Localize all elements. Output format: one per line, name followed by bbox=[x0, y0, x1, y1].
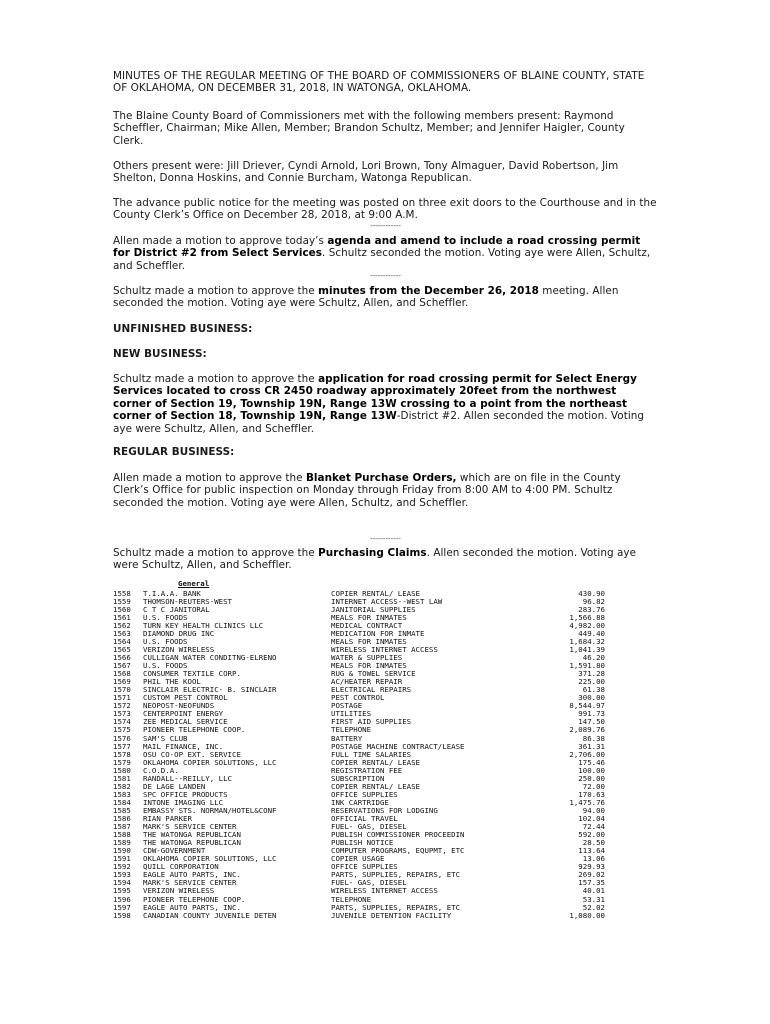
new-business-heading: NEW BUSINESS: bbox=[113, 348, 207, 360]
claim-vendor: CANADIAN COUNTY JUVENILE DETEN bbox=[143, 911, 277, 920]
claim-number: 1578 bbox=[113, 750, 131, 759]
claim-vendor: OSU CO-OP EXT. SERVICE bbox=[143, 750, 241, 759]
motion-agenda bbox=[113, 235, 658, 280]
table-row bbox=[113, 735, 605, 743]
claim-number: 1570 bbox=[113, 686, 131, 695]
claim-purpose: MEDICAL CONTRACT bbox=[331, 621, 403, 630]
separator: ------------ bbox=[370, 272, 401, 281]
claim-amount: 430.90 bbox=[578, 589, 605, 598]
claim-number: 1569 bbox=[113, 678, 131, 687]
claim-vendor: VERIZON WIRELESS bbox=[143, 887, 215, 896]
claim-number: 1574 bbox=[113, 718, 131, 727]
claim-number: 1595 bbox=[113, 887, 131, 896]
claim-number: 1580 bbox=[113, 766, 131, 775]
claim-purpose: MEDICATION FOR INMATE bbox=[331, 629, 425, 638]
claim-purpose: INTERNET ACCESS--WEST LAW bbox=[331, 597, 443, 606]
unfinished-business-section bbox=[113, 323, 658, 335]
claim-purpose: COPIER RENTAL/ LEASE bbox=[331, 589, 420, 598]
claim-amount: 94.00 bbox=[582, 806, 605, 815]
claim-purpose: MEALS FOR INMATES bbox=[331, 662, 407, 671]
claim-vendor: PIONEER TELEPHONE COOP. bbox=[143, 726, 246, 735]
claim-amount: 102.04 bbox=[578, 815, 605, 823]
motion-blanket-po-post: which are on file in the County Clerk’s Office for public inspection on Monday through Friday from 8:00 AM to 4:00 PM. Schultz seconded the motion. Voting aye were Allen, Schultz, and Scheffler. bbox=[113, 472, 621, 509]
table-row bbox=[113, 879, 605, 887]
claim-purpose: MEALS FOR INMATES bbox=[331, 613, 407, 622]
claim-number: 1572 bbox=[113, 702, 131, 711]
separator: ------------ bbox=[370, 221, 401, 230]
table-row bbox=[113, 775, 605, 783]
members-paragraph: The Blaine County Board of Commissioners met with the following members present: Raymond Scheffler, Chairman; Mike Allen, Member; Brandon Schultz, Member; and Jennifer Haigler, County Clerk. bbox=[113, 110, 625, 147]
claim-vendor: NEOPOST-NEOFUNDS bbox=[143, 702, 215, 711]
claim-purpose: BATTERY bbox=[331, 734, 363, 743]
claim-amount: 929.93 bbox=[578, 863, 605, 872]
motion-agenda-pre: Allen made a motion to approve today’s bbox=[113, 235, 328, 247]
claim-purpose: POSTAGE bbox=[331, 702, 363, 711]
claim-number: 1582 bbox=[113, 782, 131, 791]
table-row bbox=[113, 662, 605, 670]
claim-purpose: RUG & TOWEL SERVICE bbox=[331, 670, 416, 679]
claim-number: 1587 bbox=[113, 823, 131, 832]
claim-number: 1594 bbox=[113, 879, 131, 888]
table-row bbox=[113, 614, 605, 622]
table-row bbox=[113, 630, 605, 638]
claim-purpose: PUBLISH COMMISSIONER PROCEEDIN bbox=[331, 831, 465, 840]
claim-amount: 592.00 bbox=[578, 831, 605, 840]
claim-amount: 61.38 bbox=[582, 686, 605, 695]
claim-vendor: PIONEER TELEPHONE COOP. bbox=[143, 895, 246, 904]
table-row bbox=[113, 807, 605, 815]
table-row bbox=[113, 863, 605, 871]
table-row bbox=[113, 670, 605, 678]
claim-vendor: U.S. FOODS bbox=[143, 613, 188, 622]
table-row bbox=[113, 823, 605, 831]
claim-vendor: THE WATONGA REPUBLICAN bbox=[143, 831, 241, 840]
claim-number: 1562 bbox=[113, 621, 131, 630]
claims-title: General bbox=[178, 579, 210, 588]
claim-purpose: OFFICE SUPPLIES bbox=[331, 863, 398, 872]
motion-road-crossing-pre: Schultz made a motion to approve the bbox=[113, 373, 319, 385]
claim-amount: 269.02 bbox=[578, 871, 605, 880]
claim-number: 1566 bbox=[113, 654, 131, 662]
table-row bbox=[113, 678, 605, 686]
table-row bbox=[113, 710, 605, 718]
motion-road-crossing-bold: application for road crossing permit for Select Energy Services located to cross CR 2450 roadway approximately 20feet from the northwest corner of Section 19, Township 19N, Range 13W crossing to a point from the northeast corner of Section 18, Township 19N, Range 13W bbox=[113, 373, 637, 423]
claim-vendor: U.S. FOODS bbox=[143, 637, 188, 646]
claim-amount: 113.64 bbox=[578, 847, 605, 856]
claim-amount: 175.46 bbox=[578, 758, 605, 767]
motion-blanket-po bbox=[113, 472, 658, 509]
claim-vendor: THE WATONGA REPUBLICAN bbox=[143, 839, 241, 848]
members-block bbox=[113, 110, 658, 147]
table-row bbox=[113, 654, 605, 662]
table-row bbox=[113, 847, 605, 855]
table-row bbox=[113, 718, 605, 726]
motion-agenda-text bbox=[113, 235, 658, 272]
claim-purpose: TELEPHONE bbox=[331, 726, 372, 735]
table-row bbox=[113, 638, 605, 646]
table-row bbox=[113, 799, 605, 807]
claim-number: 1565 bbox=[113, 645, 131, 654]
table-row bbox=[113, 759, 605, 767]
table-row bbox=[113, 839, 605, 847]
claim-amount: 53.31 bbox=[582, 895, 605, 904]
claim-purpose: SUBSCRIPTION bbox=[331, 774, 385, 783]
claim-amount: 28.50 bbox=[582, 839, 605, 848]
table-row bbox=[113, 871, 605, 879]
claim-vendor: RANDALL--REILLY, LLC bbox=[143, 774, 232, 783]
claim-purpose: JUVENILE DETENTION FACILITY bbox=[331, 911, 452, 920]
claim-amount: 8,544.97 bbox=[569, 702, 605, 711]
claim-vendor: INTONE IMAGING LLC bbox=[143, 798, 224, 807]
claim-number: 1591 bbox=[113, 855, 131, 864]
table-row bbox=[113, 791, 605, 799]
claim-vendor: THOMSON-REUTERS-WEST bbox=[143, 597, 232, 606]
claim-number: 1575 bbox=[113, 726, 131, 735]
claim-vendor: QUILL CORPORATION bbox=[143, 863, 219, 872]
motion-claims-bold: Purchasing Claims bbox=[318, 547, 427, 559]
claim-purpose: PARTS, SUPPLIES, REPAIRS, ETC bbox=[331, 903, 461, 912]
table-row bbox=[113, 887, 605, 895]
claim-number: 1584 bbox=[113, 798, 131, 807]
claim-purpose: UTILITIES bbox=[331, 710, 372, 719]
claim-amount: 1,591.80 bbox=[569, 662, 605, 671]
claim-purpose: WIRELESS INTERNET ACCESS bbox=[331, 887, 438, 896]
claim-number: 1592 bbox=[113, 863, 131, 872]
claim-number: 1560 bbox=[113, 605, 131, 614]
claim-amount: 1,684.32 bbox=[569, 637, 605, 646]
table-row bbox=[113, 831, 605, 839]
claim-vendor: OKLAHOMA COPIER SOLUTIONS, LLC bbox=[143, 855, 277, 864]
claim-purpose: WIRELESS INTERNET ACCESS bbox=[331, 645, 438, 654]
claim-vendor: CENTERPOINT ENERGY bbox=[143, 710, 224, 719]
claim-amount: 449.40 bbox=[578, 629, 605, 638]
claim-purpose: FIRST AID SUPPLIES bbox=[331, 718, 412, 727]
motion-road-crossing-text bbox=[113, 373, 658, 435]
claim-vendor: MARK'S SERVICE CENTER bbox=[143, 879, 237, 888]
table-row bbox=[113, 646, 605, 654]
claim-vendor: EAGLE AUTO PARTS, INC. bbox=[143, 903, 241, 912]
claim-vendor: MARK'S SERVICE CENTER bbox=[143, 823, 237, 832]
claim-purpose: OFFICE SUPPLIES bbox=[331, 790, 398, 799]
claim-vendor: CULLIGAN WATER CONDITNG-ELRENO bbox=[143, 654, 277, 662]
regular-business-section bbox=[113, 446, 658, 458]
motion-blanket-po-text bbox=[113, 472, 658, 509]
claim-amount: 86.38 bbox=[582, 734, 605, 743]
claim-vendor: CDW-GOVERNMENT bbox=[143, 847, 206, 856]
motion-minutes-bold: minutes from the December 26, 2018 bbox=[318, 285, 539, 297]
claim-number: 1571 bbox=[113, 694, 131, 703]
table-row bbox=[113, 598, 605, 606]
others-block bbox=[113, 160, 658, 185]
claim-amount: 96.82 bbox=[582, 597, 605, 606]
claim-purpose: COMPUTER PROGRAMS, EQUPMT, ETC bbox=[331, 847, 465, 856]
claim-amount: 1,080.00 bbox=[569, 911, 605, 920]
claim-vendor: PHIL THE KOOL bbox=[143, 678, 201, 687]
claim-purpose: FUEL- GAS, DIESEL bbox=[331, 823, 407, 832]
claim-purpose: MEALS FOR INMATES bbox=[331, 637, 407, 646]
claim-number: 1577 bbox=[113, 742, 131, 751]
claim-amount: 52.02 bbox=[582, 903, 605, 912]
claim-vendor: U.S. FOODS bbox=[143, 662, 188, 671]
claim-vendor: EMBASSY STS. NORMAN/HOTEL&CONF bbox=[143, 806, 277, 815]
table-row bbox=[113, 896, 605, 904]
table-row bbox=[113, 912, 605, 920]
claim-number: 1559 bbox=[113, 597, 131, 606]
table-row bbox=[113, 606, 605, 614]
claim-purpose: FULL TIME SALARIES bbox=[331, 750, 412, 759]
claim-purpose: PUBLISH NOTICE bbox=[331, 839, 394, 848]
motion-blanket-po-pre: Allen made a motion to approve the bbox=[113, 472, 306, 484]
claim-vendor: MAIL FINANCE, INC. bbox=[143, 742, 224, 751]
table-row bbox=[113, 590, 605, 598]
claim-number: 1558 bbox=[113, 589, 131, 598]
separator: ------------ bbox=[370, 535, 401, 543]
claim-purpose: POSTAGE MACHINE CONTRACT/LEASE bbox=[331, 742, 465, 751]
new-business-section bbox=[113, 348, 658, 360]
claim-vendor: EAGLE AUTO PARTS, INC. bbox=[143, 871, 241, 880]
claim-amount: 1,041.39 bbox=[569, 645, 605, 654]
claim-amount: 2,089.76 bbox=[569, 726, 605, 735]
claim-number: 1588 bbox=[113, 831, 131, 840]
claim-amount: 4,982.00 bbox=[569, 621, 605, 630]
claim-purpose: AC/HEATER REPAIR bbox=[331, 678, 403, 687]
claim-number: 1579 bbox=[113, 758, 131, 767]
claim-amount: 100.00 bbox=[578, 766, 605, 775]
claim-purpose: REGISTRATION FEE bbox=[331, 766, 403, 775]
claim-number: 1585 bbox=[113, 806, 131, 815]
claim-number: 1564 bbox=[113, 637, 131, 646]
claim-number: 1576 bbox=[113, 734, 131, 743]
table-row bbox=[113, 726, 605, 734]
motion-claims-text bbox=[113, 547, 658, 572]
claim-vendor: SAM'S CLUB bbox=[143, 734, 188, 743]
table-row bbox=[113, 743, 605, 751]
table-row bbox=[113, 783, 605, 791]
claim-amount: 46.20 bbox=[582, 654, 605, 662]
unfinished-business-heading: UNFINISHED BUSINESS: bbox=[113, 323, 253, 335]
motion-agenda-post: . Schultz seconded the motion. Voting aye were Allen, Schultz, and Scheffler. bbox=[113, 247, 651, 272]
claim-amount: 250.00 bbox=[578, 774, 605, 783]
claim-purpose: COPIER RENTAL/ LEASE bbox=[331, 758, 420, 767]
claim-vendor: DE LAGE LANDEN bbox=[143, 782, 206, 791]
table-row bbox=[113, 622, 605, 630]
claim-purpose: WATER & SUPPLIES bbox=[331, 654, 403, 662]
table-row bbox=[113, 751, 605, 759]
claim-vendor: TURN KEY HEALTH CLINICS LLC bbox=[143, 621, 264, 630]
claim-number: 1586 bbox=[113, 815, 131, 823]
claim-number: 1573 bbox=[113, 710, 131, 719]
claim-purpose: RESERVATIONS FOR LODGING bbox=[331, 806, 438, 815]
claim-purpose: FUEL- GAS, DIESEL bbox=[331, 879, 407, 888]
claim-vendor: CONSUMER TEXTILE CORP. bbox=[143, 670, 241, 679]
motion-minutes-pre: Schultz made a motion to approve the bbox=[113, 285, 319, 297]
minutes-header: MINUTES OF THE REGULAR MEETING OF THE BOARD OF COMMISSIONERS OF BLAINE COUNTY, STATE OF OKLAHOMA, ON DECEMBER 31, 2018, IN WATONGA, OKLAHOMA. bbox=[113, 70, 645, 95]
claim-vendor: OKLAHOMA COPIER SOLUTIONS, LLC bbox=[143, 758, 277, 767]
claim-vendor: VERIZON WIRELESS bbox=[143, 645, 215, 654]
motion-road-crossing bbox=[113, 373, 658, 435]
claim-number: 1598 bbox=[113, 911, 131, 920]
claim-amount: 170.63 bbox=[578, 790, 605, 799]
claim-purpose: INK CARTRIDGE bbox=[331, 798, 389, 807]
claim-amount: 283.76 bbox=[578, 605, 605, 614]
claim-amount: 371.28 bbox=[578, 670, 605, 679]
claim-amount: 361.31 bbox=[578, 742, 605, 751]
claim-amount: 300.00 bbox=[578, 694, 605, 703]
claim-number: 1596 bbox=[113, 895, 131, 904]
claim-vendor: DIAMOND DRUG INC bbox=[143, 629, 215, 638]
claim-amount: 13.06 bbox=[582, 855, 605, 864]
others-paragraph: Others present were: Jill Driever, Cyndi Arnold, Lori Brown, Tony Almaguer, David Robertson, Jim Shelton, Donna Hoskins, and Connie Burcham, Watonga Republican. bbox=[113, 160, 619, 185]
claim-number: 1597 bbox=[113, 903, 131, 912]
claim-amount: 157.35 bbox=[578, 879, 605, 888]
claim-amount: 1,475.76 bbox=[569, 798, 605, 807]
claim-amount: 2,706.00 bbox=[569, 750, 605, 759]
claim-vendor: SPC OFFICE PRODUCTS bbox=[143, 790, 228, 799]
claim-number: 1563 bbox=[113, 629, 131, 638]
claim-amount: 147.50 bbox=[578, 718, 605, 727]
claim-number: 1589 bbox=[113, 839, 131, 848]
claim-amount: 40.01 bbox=[582, 887, 605, 896]
motion-agenda-bold: agenda and amend to include a road crossing permit for District #2 from Select Services bbox=[113, 235, 641, 260]
notice-paragraph: The advance public notice for the meeting was posted on three exit doors to the Courthouse and in the County Clerk’s Office on December 28, 2018, at 9:00 A.M. bbox=[113, 197, 657, 222]
claim-vendor: ZEE MEDICAL SERVICE bbox=[143, 718, 228, 727]
claim-number: 1590 bbox=[113, 847, 131, 856]
claim-purpose: TELEPHONE bbox=[331, 895, 372, 904]
claim-vendor: T.I.A.A. BANK bbox=[143, 589, 201, 598]
claim-vendor: CUSTOM PEST CONTROL bbox=[143, 694, 228, 703]
claim-purpose: COPIER RENTAL/ LEASE bbox=[331, 782, 420, 791]
claim-vendor: C T C JANITORAL bbox=[143, 605, 210, 614]
claim-purpose: ELECTRICAL REPAIRS bbox=[331, 686, 412, 695]
motion-minutes-post: meeting. Allen seconded the motion. Voting aye were Schultz, Allen, and Scheffler. bbox=[113, 285, 619, 310]
claim-number: 1568 bbox=[113, 670, 131, 679]
motion-road-crossing-post: -District #2. Allen seconded the motion. Voting aye were Schultz, Allen, and Scheffler. bbox=[113, 410, 645, 435]
claim-purpose: OFFICIAL TRAVEL bbox=[331, 815, 398, 823]
claim-number: 1583 bbox=[113, 790, 131, 799]
table-row bbox=[113, 694, 605, 702]
motion-minutes-text bbox=[113, 285, 658, 310]
claim-number: 1581 bbox=[113, 774, 131, 783]
claim-vendor: C.O.D.A. bbox=[143, 766, 179, 775]
claim-amount: 225.00 bbox=[578, 678, 605, 687]
motion-purchasing-claims bbox=[113, 535, 658, 572]
claim-purpose: COPIER USAGE bbox=[331, 855, 385, 864]
claim-amount: 1,566.88 bbox=[569, 613, 605, 622]
table-row bbox=[113, 904, 605, 912]
claim-vendor: SINCLAIR ELECTRIC- B. SINCLAIR bbox=[143, 686, 277, 695]
regular-business-heading: REGULAR BUSINESS: bbox=[113, 446, 235, 458]
motion-minutes bbox=[113, 285, 658, 310]
notice-block bbox=[113, 197, 658, 230]
table-row bbox=[113, 815, 605, 823]
claim-number: 1593 bbox=[113, 871, 131, 880]
minutes-header-block bbox=[113, 70, 658, 95]
motion-claims-pre: Schultz made a motion to approve the bbox=[113, 547, 319, 559]
claim-amount: 991.73 bbox=[578, 710, 605, 719]
claim-purpose: PEST CONTROL bbox=[331, 694, 385, 703]
motion-blanket-po-bold: Blanket Purchase Orders, bbox=[305, 472, 457, 484]
claim-vendor: RIAN PARKER bbox=[143, 815, 192, 823]
table-row bbox=[113, 767, 605, 775]
claim-purpose: JANITORIAL SUPPLIES bbox=[331, 605, 416, 614]
claim-amount: 72.00 bbox=[582, 782, 605, 791]
claim-number: 1561 bbox=[113, 613, 131, 622]
table-row bbox=[113, 702, 605, 710]
claim-purpose: PARTS, SUPPLIES, REPAIRS, ETC bbox=[331, 871, 461, 880]
table-row bbox=[113, 686, 605, 694]
table-row bbox=[113, 855, 605, 863]
claim-number: 1567 bbox=[113, 662, 131, 671]
motion-claims-post: . Allen seconded the motion. Voting aye were Schultz, Allen, and Scheffler. bbox=[113, 547, 637, 572]
claim-amount: 72.44 bbox=[582, 823, 605, 832]
